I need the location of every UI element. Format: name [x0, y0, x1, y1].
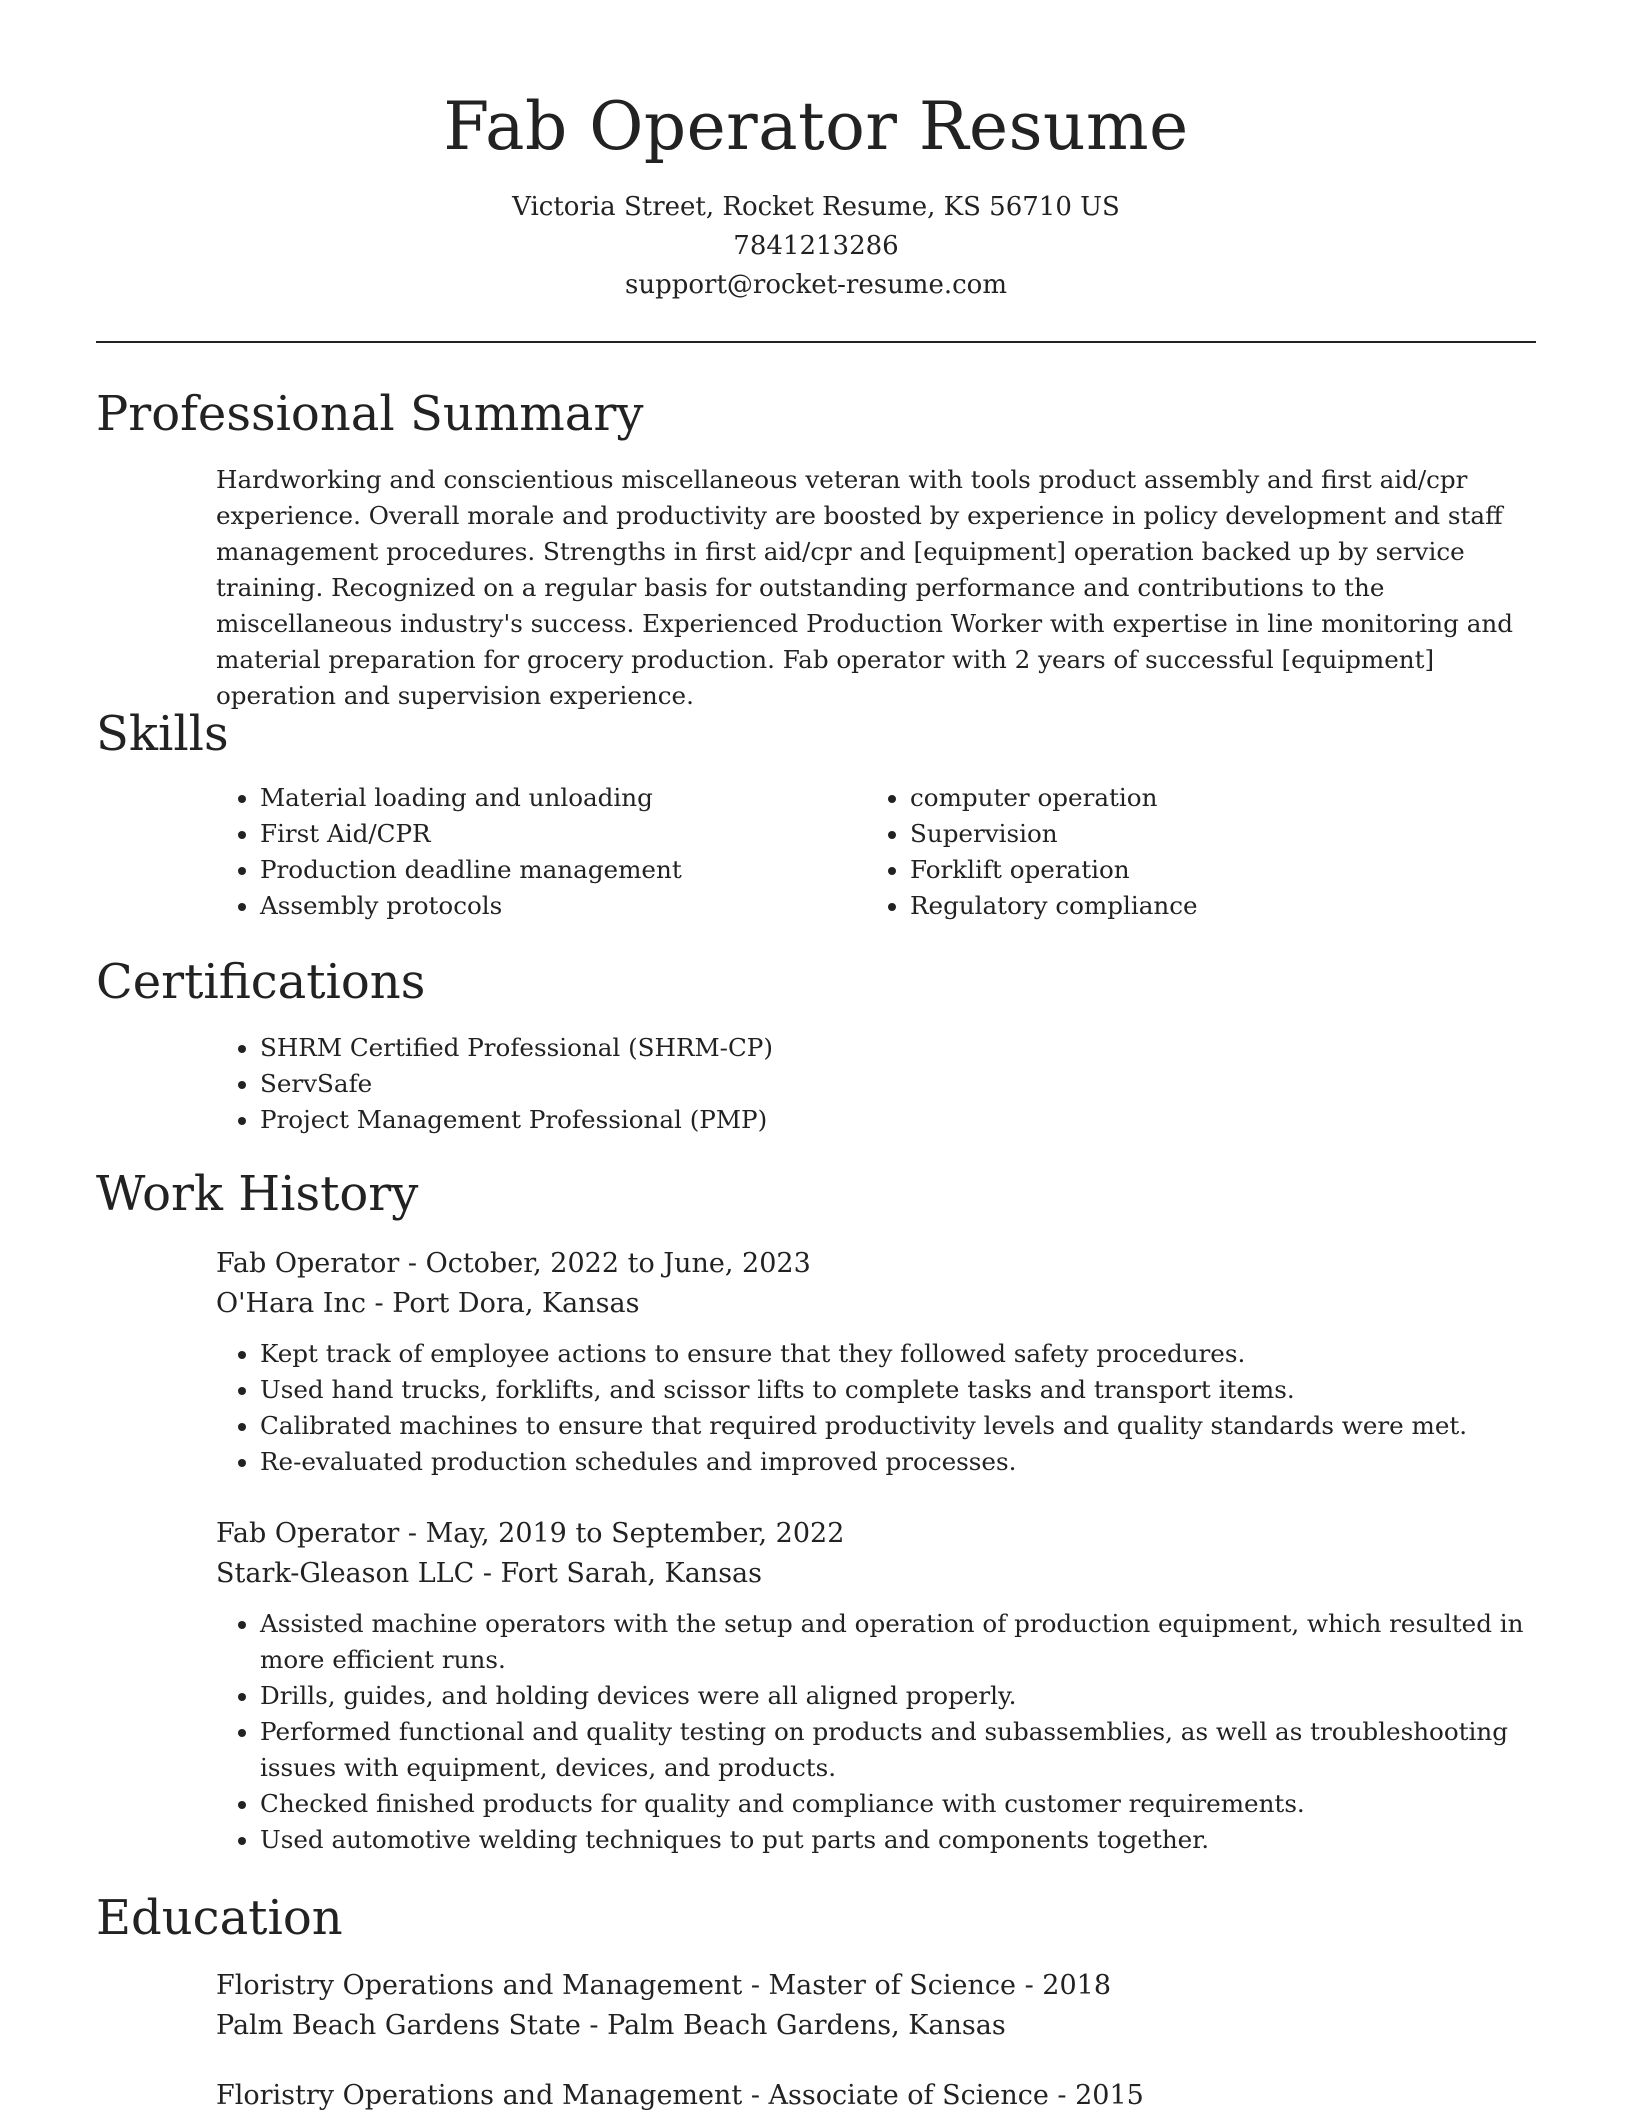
education-degree: - Associate of Science - 2015	[742, 2080, 1144, 2111]
resume-header	[0, 0, 1632, 305]
education-field: Floristry Operations and Management	[216, 1970, 743, 2001]
summary-heading: Professional Summary	[96, 386, 644, 442]
header-divider	[96, 341, 1536, 343]
education-location: - Palm Beach Gardens, Kansas	[580, 2010, 1006, 2041]
education-degree-line	[216, 2076, 1546, 2116]
education-field: Floristry Operations and Management	[216, 2080, 743, 2111]
summary-text: Hardworking and conscientious miscellaneous veteran with tools product assembly and first aid/cpr experience. Overall morale and productivity are boosted by experience in policy development and staff management procedures. Strengths in first aid/cpr and [equipment] operation backed up by service training. Recognized on a regular basis for outstanding performance and contributions to the miscellaneous industry's success. Experienced Production Worker with expertise in line monitoring and material preparation for grocery production. Fab operator with 2 years of successful [equipment] operation and supervision experience.	[216, 465, 1513, 710]
skill-item: • Forklift operation	[910, 852, 1516, 888]
skill-item: • Material loading and unloading	[260, 780, 866, 816]
job-bullets	[216, 1606, 1546, 1858]
education-school: Palm Beach Gardens State	[216, 2010, 581, 2041]
skills-column-right	[866, 780, 1516, 924]
certification-item: • SHRM Certified Professional (SHRM-CP)	[260, 1030, 1546, 1066]
job-title: Fab Operator	[216, 1248, 400, 1279]
job-entry	[216, 1514, 1546, 1858]
job-company-line	[216, 1554, 1546, 1594]
job-company-line	[216, 1284, 1546, 1324]
resume-title: Fab Operator Resume	[443, 88, 1189, 165]
contact-info	[0, 188, 1632, 305]
skill-item: • First Aid/CPR	[260, 816, 866, 852]
job-bullet: • Assisted machine operators with the setup and operation of production equipment, which resulted in more efficient runs.	[260, 1606, 1546, 1678]
certifications-heading: Certifications	[96, 954, 426, 1010]
job-bullets	[216, 1336, 1546, 1480]
skills-heading: Skills	[96, 706, 229, 762]
job-location: - Port Dora, Kansas	[365, 1288, 640, 1319]
address: Victoria Street, Rocket Resume, KS 56710 US	[512, 192, 1120, 222]
job-company: Stark-Gleason LLC	[216, 1558, 475, 1589]
job-title-line	[216, 1244, 1546, 1284]
skills-column-left	[216, 780, 866, 924]
job-location: - Fort Sarah, Kansas	[474, 1558, 763, 1589]
job-bullet: • Re-evaluated production schedules and improved processes.	[260, 1444, 1546, 1480]
job-bullet: • Kept track of employee actions to ensure that they followed safety procedures.	[260, 1336, 1546, 1372]
education-entry	[216, 2076, 1546, 2116]
education-school-line	[216, 2006, 1546, 2046]
education-heading: Education	[96, 1890, 343, 1946]
education-degree-line	[216, 1966, 1546, 2006]
certifications-list	[216, 1030, 1546, 1138]
job-title: Fab Operator	[216, 1518, 400, 1549]
email: support@rocket-resume.com	[624, 270, 1007, 300]
job-bullet: • Calibrated machines to ensure that required productivity levels and quality standards were met.	[260, 1408, 1546, 1444]
job-bullet: • Performed functional and quality testing on products and subassemblies, as well as troubleshooting issues with equipment, devices, and products.	[260, 1714, 1546, 1786]
job-company: O'Hara Inc	[216, 1288, 366, 1319]
job-dates: - October, 2022 to June, 2023	[399, 1248, 811, 1279]
skill-item: • computer operation	[910, 780, 1516, 816]
skill-item: • Assembly protocols	[260, 888, 866, 924]
skill-item: • Production deadline management	[260, 852, 866, 888]
job-title-line	[216, 1514, 1546, 1554]
education-degree: - Master of Science - 2018	[742, 1970, 1112, 2001]
job-bullet: • Used hand trucks, forklifts, and scissor lifts to complete tasks and transport items.	[260, 1372, 1546, 1408]
phone: 7841213286	[733, 231, 899, 261]
skill-item: • Regulatory compliance	[910, 888, 1516, 924]
certification-item: • Project Management Professional (PMP)	[260, 1102, 1546, 1138]
job-bullet: • Drills, guides, and holding devices were all aligned properly.	[260, 1678, 1546, 1714]
skill-item: • Supervision	[910, 816, 1516, 852]
job-bullet: • Used automotive welding techniques to put parts and components together.	[260, 1822, 1546, 1858]
education-entry	[216, 1966, 1546, 2046]
job-dates: - May, 2019 to September, 2022	[399, 1518, 845, 1549]
job-bullet: • Checked finished products for quality and compliance with customer requirements.	[260, 1786, 1546, 1822]
job-entry	[216, 1244, 1546, 1480]
work-history-heading: Work History	[96, 1166, 419, 1222]
skills-list	[216, 780, 1536, 924]
certification-item: • ServSafe	[260, 1066, 1546, 1102]
